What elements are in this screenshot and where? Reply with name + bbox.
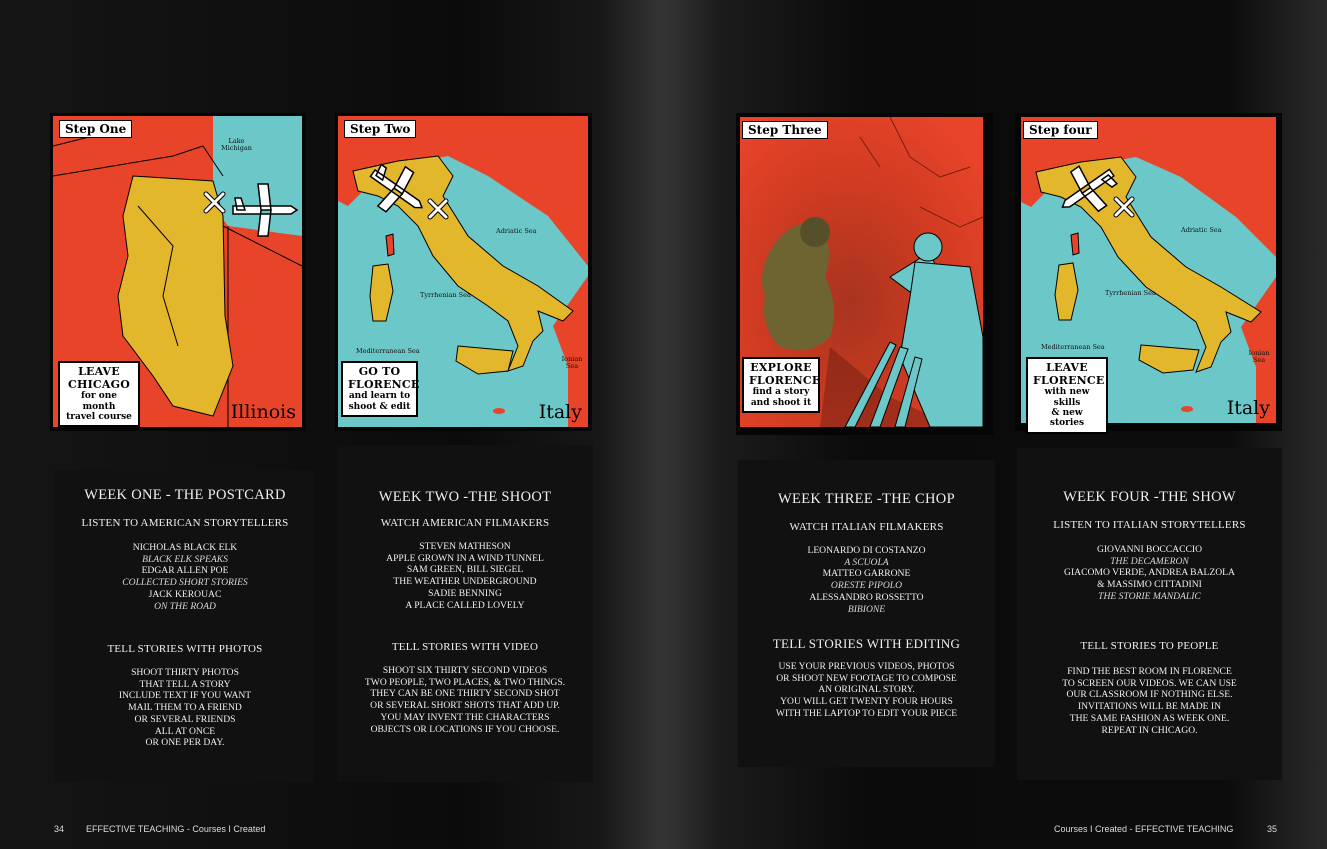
map-label: Adriatic Sea: [1181, 226, 1222, 234]
week-subtitle: LISTEN TO AMERICAN STORYTELLERS: [81, 517, 289, 529]
reading-list: GIOVANNI BOCCACCIO THE DECAMERON GIACOMO VERDE, ANDREA BALZOLA & MASSIMO CITTADINI THE STORIE MANDALIC: [1064, 544, 1235, 602]
map-label: Tyrrhenian Sea: [420, 291, 471, 299]
map-label: Adriatic Sea: [496, 227, 537, 235]
reading-list: NICHOLAS BLACK ELK BLACK ELK SPEAKS EDGAR ALLEN POE COLLECTED SHORT STORIES JACK KEROUAC ON THE ROAD: [122, 542, 248, 612]
week-title: WEEK TWO -THE SHOOT: [378, 489, 552, 505]
step-caption: GO TO FLORENCE and learn to shoot & edit: [341, 361, 418, 417]
book-spine: [600, 0, 720, 849]
region-label: Italy: [1226, 397, 1270, 419]
week-four-box: [1017, 448, 1282, 780]
week-title: WEEK ONE - THE POSTCARD: [84, 487, 286, 503]
week-two-box: [337, 445, 593, 782]
right-page-number: 35: [1267, 824, 1278, 834]
map-label: Ionian Sea: [1248, 349, 1270, 365]
task-list: USE YOUR PREVIOUS VIDEOS, PHOTOS OR SHOOT NEW FOOTAGE TO COMPOSE AN ORIGINAL STORY. YOU WILL GET TWENTY FOUR HOURS WITH THE LAPTOP TO EDIT YOUR PIECE: [775, 661, 958, 719]
step-tag: Step Two: [344, 120, 416, 138]
map-label: Mediterranean Sea: [356, 347, 420, 355]
task-list: FIND THE BEST ROOM IN FLORENCE TO SCREEN OUR VIDEOS. WE CAN USE OUR CLASSROOM IF NOTHING ELSE. INVITATIONS WILL BE MADE IN THE SAME FASHION AS WEEK ONE. REPEAT IN CHICAGO.: [1062, 666, 1237, 736]
task-list: SHOOT SIX THIRTY SECOND VIDEOS TWO PEOPLE, TWO PLACES, & TWO THINGS. THEY CAN BE ONE THIRTY SECOND SHOT OR SEVERAL SHORT SHOTS THAT ADD UP. YOU MAY INVENT THE CHARACTERS OBJECTS OR LOCATIONS IF YOU CHOOSE.: [364, 665, 566, 735]
task-title: TELL STORIES WITH PHOTOS: [107, 643, 263, 655]
region-label: Illinois: [230, 401, 296, 423]
map-label: Tyrrhenian Sea: [1105, 289, 1156, 297]
right-running-title: Courses I Created - EFFECTIVE TEACHING: [1054, 824, 1234, 834]
film-list: LEONARDO DI COSTANZO A SCUOLA MATTEO GARRONE ORESTE PIPOLO ALESSANDRO ROSSETTO BIBIONE: [807, 545, 926, 615]
week-title: WEEK THREE -THE CHOP: [778, 491, 955, 507]
step-tag: Step One: [59, 120, 132, 138]
step-tag: Step four: [1023, 121, 1098, 139]
map-label: Ionian Sea: [561, 355, 583, 371]
step-caption: EXPLORE FLORENCE find a story and shoot it: [742, 357, 820, 413]
map-label: Mediterranean Sea: [1041, 343, 1105, 351]
left-page-number: 34: [54, 824, 65, 834]
week-three-box: [738, 460, 995, 767]
task-title: TELL STORIES WITH EDITING: [772, 636, 961, 651]
week-title: WEEK FOUR -THE SHOW: [1063, 489, 1236, 505]
step-one-card: [50, 113, 306, 431]
film-list: STEVEN MATHESON APPLE GROWN IN A WIND TUNNEL SAM GREEN, BILL SIEGEL THE WEATHER UNDERGROUND SADIE BENNING A PLACE CALLED LOVELY: [386, 541, 544, 611]
step-caption: LEAVE CHICAGO for one month travel course: [58, 361, 140, 427]
week-subtitle: WATCH ITALIAN FILMAKERS: [789, 521, 944, 533]
week-one-box: [55, 470, 315, 782]
step-four-card: [1015, 113, 1282, 431]
step-three-card: [736, 113, 993, 435]
map-label: Lake Michigan: [221, 137, 252, 153]
task-title: TELL STORIES WITH VIDEO: [391, 641, 539, 653]
step-tag: Step Three: [742, 121, 828, 139]
step-two-card: [335, 113, 592, 431]
week-subtitle: WATCH AMERICAN FILMAKERS: [380, 517, 550, 529]
step-caption: LEAVE FLORENCE with new skills & new stories: [1026, 357, 1108, 434]
region-label: Italy: [538, 401, 582, 423]
left-running-title: EFFECTIVE TEACHING - Courses I Created: [86, 824, 266, 834]
task-title: TELL STORIES TO PEOPLE: [1080, 640, 1219, 652]
task-list: SHOOT THIRTY PHOTOS THAT TELL A STORY INCLUDE TEXT IF YOU WANT MAIL THEM TO A FRIEND OR SEVERAL FRIENDS ALL AT ONCE OR ONE PER DAY.: [118, 667, 252, 749]
week-subtitle: LISTEN TO ITALIAN STORYTELLERS: [1053, 519, 1246, 531]
